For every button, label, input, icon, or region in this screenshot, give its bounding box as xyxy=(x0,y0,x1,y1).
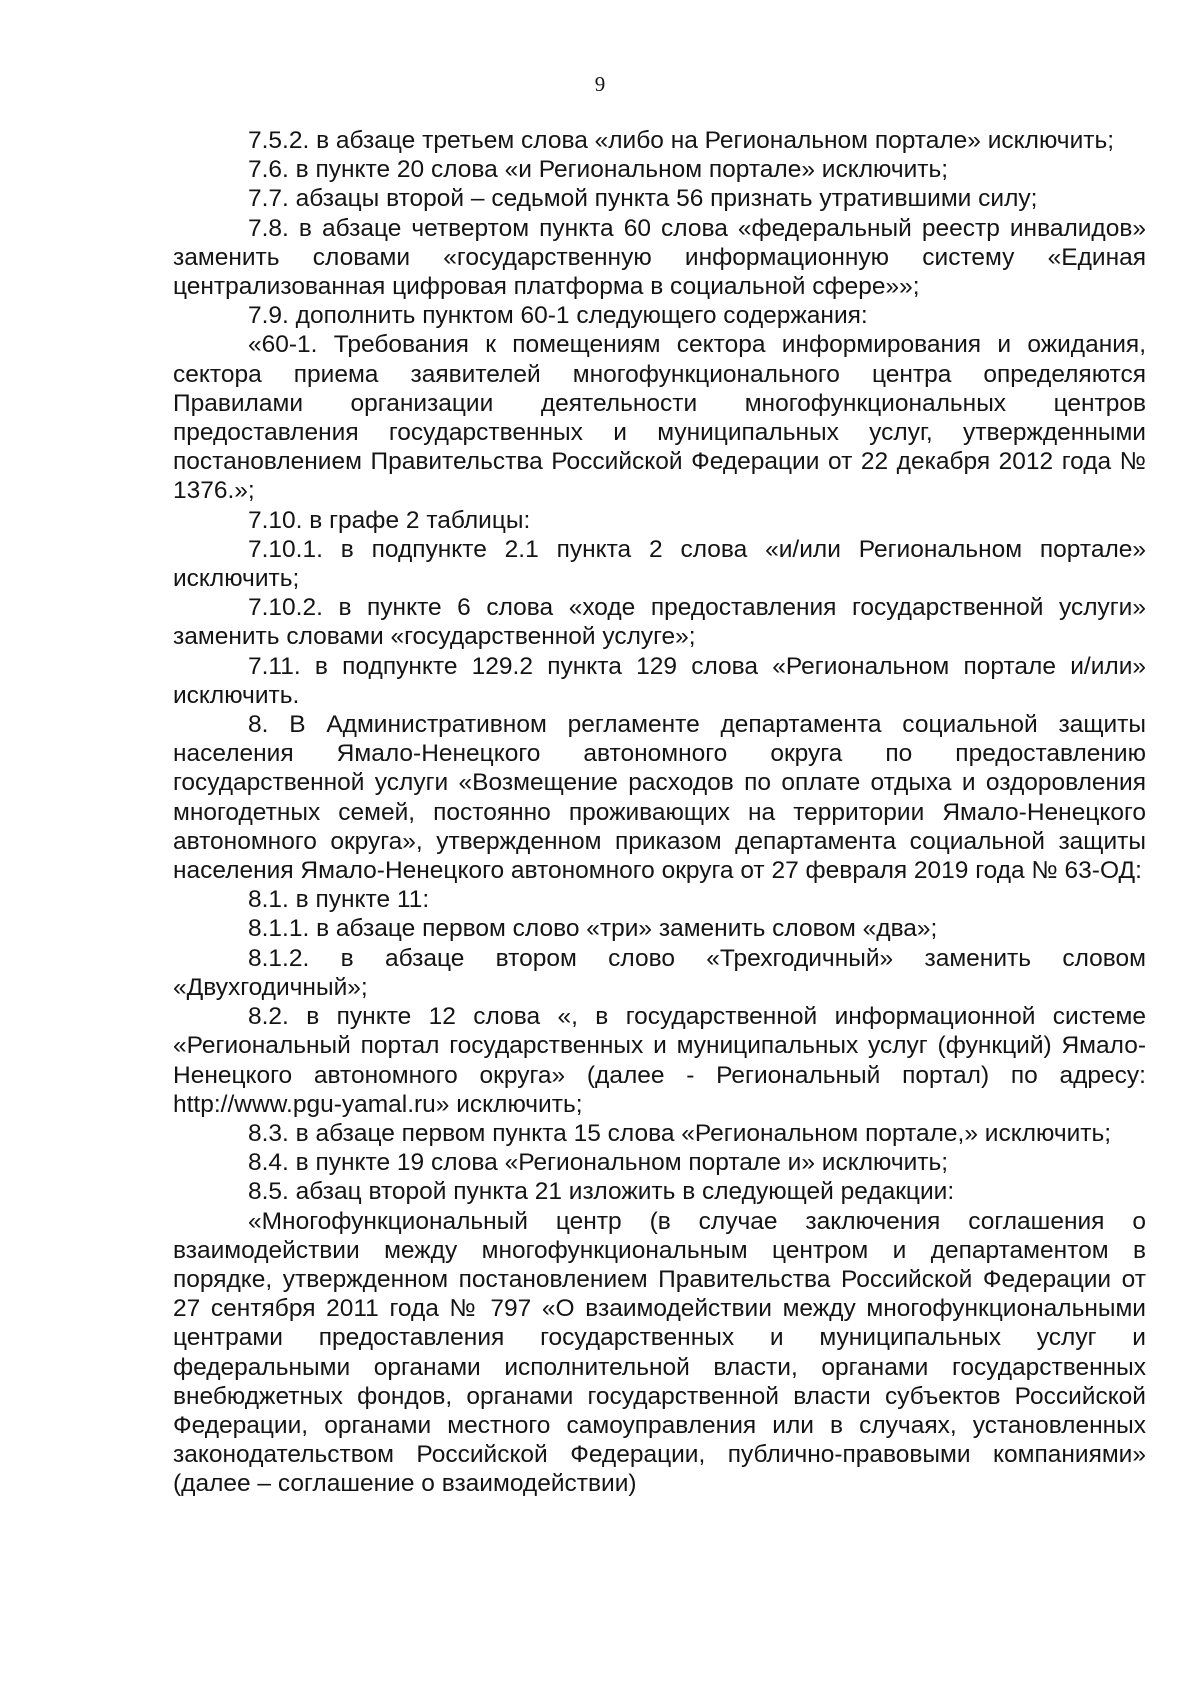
paragraph-7-11: 7.11. в подпункте 129.2 пункта 129 слова «Региональном портале и/или» исключить. xyxy=(173,652,1146,709)
paragraph-7-5-2: 7.5.2. в абзаце третьем слова «либо на Региональном портале» исключить; xyxy=(248,127,1115,154)
paragraph-8-1: 8.1. в пункте 11: xyxy=(248,886,430,914)
paragraph-8-4: 8.4. в пункте 19 слова «Региональном портале и» исключить; xyxy=(248,1149,949,1177)
paragraph-7-10-2: 7.10.2. в пункте 6 слова «ходе предоставления государственной услуги» заменить словами «государственной услуге»; xyxy=(173,594,1146,651)
paragraph-8-5: 8.5. абзац второй пункта 21 изложить в следующей редакции: xyxy=(248,1178,955,1206)
paragraph-8-2: 8.2. в пункте 12 слова «, в государственной информационной системе «Региональный портал государственных и муниципальных услуг (функций) Ямало-Ненецкого автономного округа» (далее - Региональный портал) по адресу: http://www.pgu-yamal.ru» исключить; xyxy=(173,1003,1146,1118)
document-body xyxy=(173,126,1146,1499)
paragraph-7-10-1: 7.10.1. в подпункте 2.1 пункта 2 слова «и/или Региональном портале» исключить; xyxy=(173,535,1146,593)
paragraph-7-7: 7.7. абзацы второй – седьмой пункта 56 признать утратившими силу; xyxy=(248,185,1038,213)
paragraph-mfc-quote: «Многофункциональный центр (в случае заключения соглашения о взаимодействии между многофункциональным центром и департаментом в порядке, утвержденном постановлением Правительства Российской Федерации от 27 сентября 2011 года № 797 «О взаимодействии между многофункциональными центрами предоставления государственных и муниципальных услуг и федеральными органами исполнительной власти, органами государственных внебюджетных фондов, органами государственной власти субъектов Российской Федерации, органами местного самоуправления или в случаях, установленных законодательством Российской Федерации, публично-правовыми компаниями» (далее – соглашение о взаимодействии) xyxy=(173,1207,1146,1498)
paragraph-7-10: 7.10. в графе 2 таблицы: xyxy=(248,506,531,534)
paragraph-8-1-2: 8.1.2. в абзаце втором слово «Трехгодичный» заменить словом «Двухгодичный»; xyxy=(173,944,1146,1001)
paragraph-60-1-quote: «60-1. Требования к помещениям сектора информирования и ожидания, сектора приема заявителей многофункционального центра определяются Правилами организации деятельности многофункциональных центров предоставления государственных и муниципальных услуг, утвержденными постановлением Правительства Российской Федерации от 22 декабря 2012 года № 1376.»; xyxy=(173,331,1146,505)
paragraph-8-1-1: 8.1.1. в абзаце первом слово «три» заменить словом «два»; xyxy=(248,915,938,943)
page-number: 9 xyxy=(594,72,606,96)
paragraph-7-6: 7.6. в пункте 20 слова «и Региональном портале» исключить; xyxy=(248,156,949,184)
paragraph-7-8: 7.8. в абзаце четвертом пункта 60 слова «федеральный реестр инвалидов» заменить словами «государственную информационную систему «Единая централизованная цифровая платформа в социальной сфере»»; xyxy=(173,214,1146,301)
paragraph-7-9: 7.9. дополнить пунктом 60-1 следующего содержания: xyxy=(248,302,868,330)
paragraph-8-3: 8.3. в абзаце первом пункта 15 слова «Региональном портале,» исключить; xyxy=(248,1119,1112,1147)
paragraph-8: 8. В Административном регламенте департамента социальной защиты населения Ямало-Ненецкого автономного округа по предоставлению государственной услуги «Возмещение расходов по оплате отдыха и оздоровления многодетных семей, постоянно проживающих на территории Ямало-Ненецкого автономного округа», утвержденном приказом департамента социальной защиты населения Ямало-Ненецкого автономного округа от 27 февраля 2019 года № 63-ОД: xyxy=(173,711,1146,885)
